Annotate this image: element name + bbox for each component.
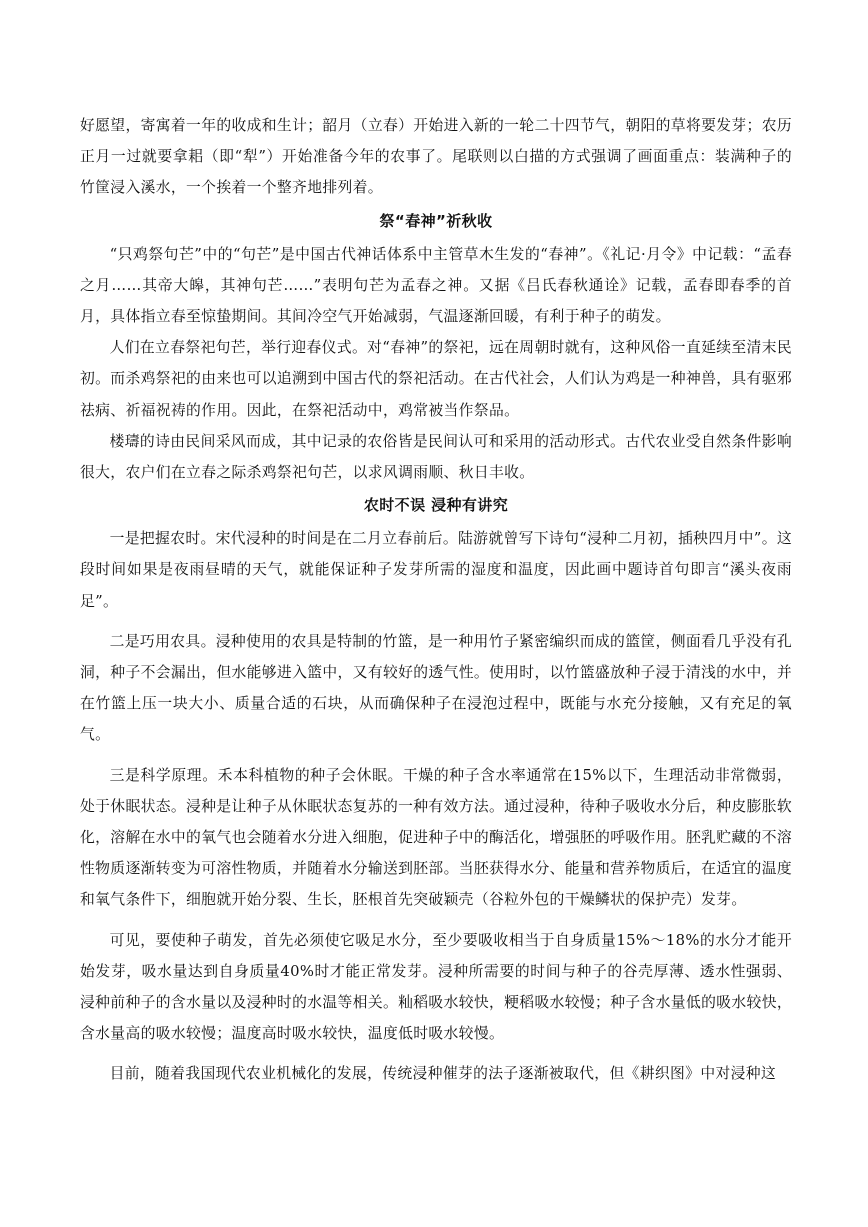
paragraph-spring-ritual: 人们在立春祭祀句芒，举行迎春仪式。对“春神”的祭祀，远在周朝时就有，这种风俗一直延续至清末民初。而杀鸡祭祀的由来也可以追溯到中国古代的祭祀活动。在古代社会，人们认为鸡是一种神兽，具有驱邪祛病、祈福祝祷的作用。因此，在祭祀活动中，鸡常被当作祭品。 [80, 339, 792, 419]
opening-paragraph: 好愿望，寄寓着一年的收成和生计；韶月（立春）开始进入新的一轮二十四节气，朝阳的草将要发芽；农历正月一过就要拿耜（即“犁”）开始准备今年的农事了。尾联则以白描的方式强调了画面重点：装满种子的竹筐浸入溪水，一个挨着一个整齐地排列着。 [80, 117, 792, 197]
spacer [80, 1049, 792, 1058]
section-heading-spring-god: 祭“春神”祈秋收 [379, 211, 493, 230]
spacer [80, 617, 792, 626]
paragraph-farm-tools: 二是巧用农具。浸种使用的农具是特制的竹篮，是一种用竹子紧密编织而成的篮筐，侧面看几乎没有孔洞，种子不会漏出，但水能够进入篮中，又有较好的透气性。使用时，以竹篮盛放种子浸于清浅的水中，并在竹篮上压一块大小、质量合适的石块，从而确保种子在浸泡过程中，既能与水充分接触，又有充足的氧气。 [80, 632, 792, 744]
paragraph-goumang-intro: “只鸡祭句芒”中的“句芒”是中国古代神话体系中主管草木生发的“春神”。《礼记·月令》中记载：“孟春之月……其帝大皞，其神句芒……”表明句芒为孟春之神。又据《吕氏春秋通诠》记载，孟春即春季的首月，具体指立春至惊蛰期间。其间冷空气开始减弱，气温逐渐回暖，有利于种子的萌发。 [80, 245, 792, 326]
paragraph-scientific-principle: 三是科学原理。禾本科植物的种子会休眠。干燥的种子含水率通常在15%以下，生理活动非常微弱，处于休眠状态。浸种是让种子从休眠状态复苏的一种有效方法。通过浸种，待种子吸收水分后，种皮膨胀软化，溶解在水中的氧气也会随着水分进入细胞，促进种子中的酶活化，增强胚的呼吸作用。胚乳贮藏的不溶性物质逐渐转变为可溶性物质，并随着水分输送到胚部。当胚获得水分、能量和营养物质后，在适宜的温度和氧气条件下，细胞就开始分裂、生长，胚根首先突破颖壳（谷粒外包的干燥鳞状的保护壳）发芽。 [80, 766, 792, 909]
document-body [80, 110, 792, 1090]
section-heading-seed-soaking: 农时不误 浸种有讲究 [363, 496, 509, 515]
paragraph-lou-shu-poem: 楼璹的诗由民间采风而成，其中记录的农俗皆是民间认可和采用的活动形式。古代农业受自然条件影响很大，农户们在立春之际杀鸡祭祀句芒，以求风调雨顺、秋日丰收。 [80, 432, 792, 482]
spacer [80, 916, 792, 925]
spacer [80, 751, 792, 760]
paragraph-farming-season: 一是把握农时。宋代浸种的时间是在二月立春前后。陆游就曾写下诗句“浸种二月初，插秧四月中”。这段时间如果是夜雨昼晴的天气，就能保证种子发芽所需的湿度和温度，因此画中题诗首句即言“溪头夜雨足”。 [80, 530, 792, 610]
paragraph-water-absorption: 可见，要使种子萌发，首先必须使它吸足水分，至少要吸收相当于自身质量15%～18%的水分才能开始发芽，吸水量达到自身质量40%时才能正常发芽。浸种所需要的时间与种子的谷壳厚薄、透水性强弱、浸种前种子的含水量以及浸种时的水温等相关。籼稻吸水较快，粳稻吸水较慢；种子含水量低的吸水较快，含水量高的吸水较慢；温度高时吸水较快，温度低时吸水较慢。 [80, 931, 792, 1043]
paragraph-modern-agriculture: 目前，随着我国现代农业机械化的发展，传统浸种催芽的法子逐渐被取代，但《耕织图》中对浸种这 [109, 1065, 777, 1083]
